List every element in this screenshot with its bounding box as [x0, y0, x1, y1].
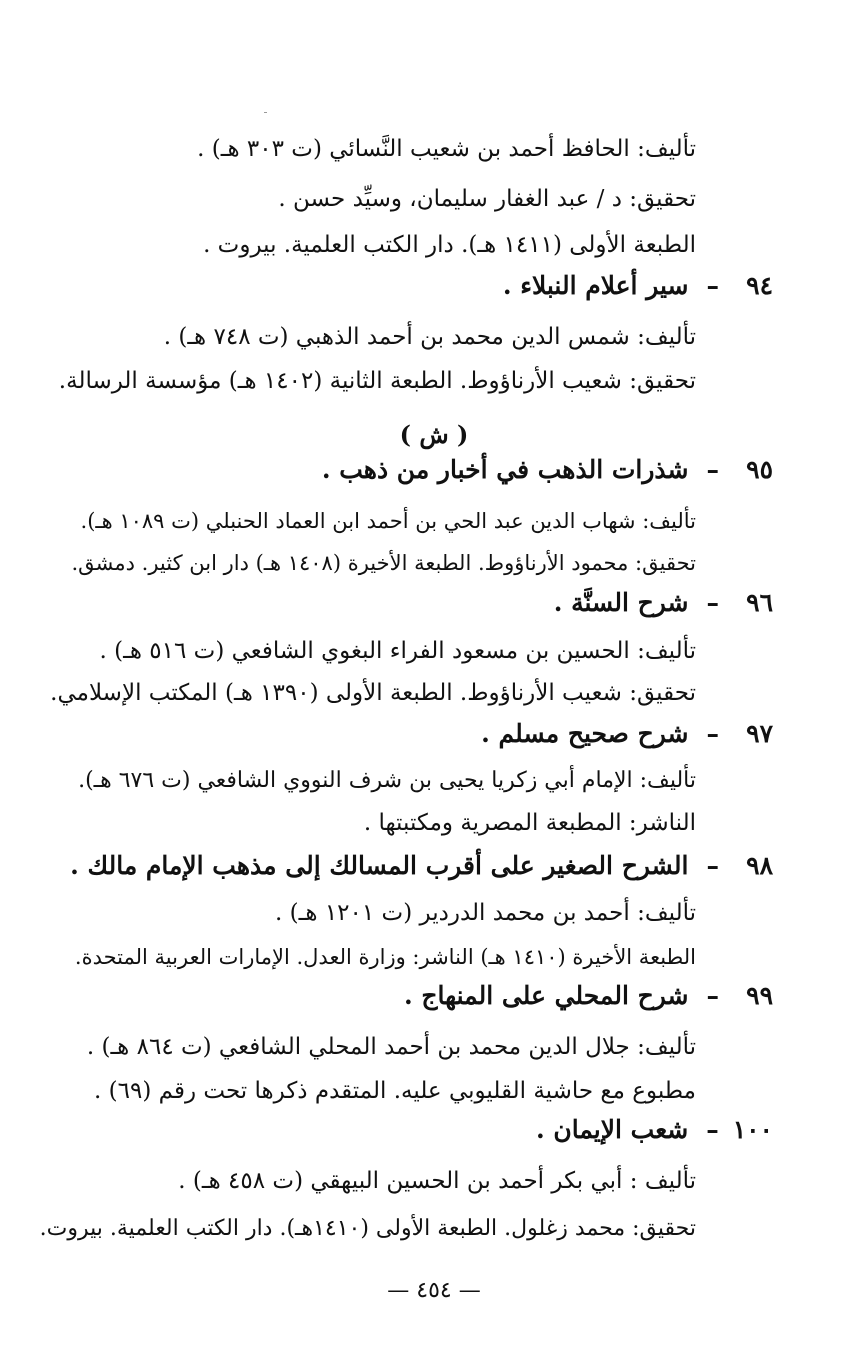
- text-line: تحقيق: شعيب الأرناؤوط. الطبعة الثانية (١٤٠٢ هـ) مؤسسة الرسالة.: [58, 368, 696, 394]
- entry-dash: –: [706, 271, 719, 300]
- entry-dash: –: [706, 1115, 719, 1144]
- text-line: تأليف: الحافظ أحمد بن شعيب النَّسائي (ت ٣٠٣ هـ) .: [197, 136, 696, 162]
- entry-heading: [536, 1112, 773, 1148]
- text-line: تأليف: الحسين بن مسعود الفراء البغوي الشافعي (ت ٥١٦ هـ) .: [99, 638, 696, 664]
- entry-dash: –: [706, 588, 719, 617]
- entry-dash: –: [706, 981, 719, 1010]
- text-line: تحقيق: محمد زغلول. الطبعة الأولى (١٤١٠هـ). دار الكتب العلمية. بيروت.: [39, 1216, 696, 1241]
- entry-heading: [503, 268, 773, 304]
- entry-title: شرح المحلي على المنهاج .: [403, 981, 689, 1010]
- entry-heading: [404, 978, 773, 1014]
- text-line: تأليف: جلال الدين محمد بن أحمد المحلي الشافعي (ت ٨٦٤ هـ) .: [86, 1034, 696, 1060]
- entry-number: ٩٨: [746, 851, 773, 880]
- entry-heading: [70, 848, 773, 884]
- entry-number: ١٠٠: [732, 1115, 773, 1144]
- entry-heading: [322, 452, 773, 488]
- text-line: الطبعة الأولى (١٤١١ هـ). دار الكتب العلمية. بيروت .: [203, 232, 696, 258]
- text-line: تحقيق: شعيب الأرناؤوط. الطبعة الأولى (١٣٩٠ هـ) المكتب الإسلامي.: [50, 680, 696, 706]
- text-line: تأليف : أبي بكر أحمد بن الحسين البيهقي (ت ٤٥٨ هـ) .: [178, 1168, 696, 1194]
- entry-number: ٩٩: [746, 981, 773, 1010]
- entry-number: ٩٥: [746, 455, 773, 484]
- page-number: — ٤٥٤ —: [387, 1278, 481, 1303]
- entry-dash: –: [706, 455, 719, 484]
- entry-title: شذرات الذهب في أخبار من ذهب .: [321, 455, 689, 484]
- entry-title: سير أعلام النبلاء .: [502, 271, 689, 300]
- entry-title: شعب الإيمان .: [535, 1115, 689, 1144]
- text-line: تأليف: شمس الدين محمد بن أحمد الذهبي (ت ٧٤٨ هـ) .: [163, 324, 696, 350]
- text-line: مطبوع مع حاشية القليوبي عليه. المتقدم ذكرها تحت رقم (٦٩) .: [94, 1078, 696, 1104]
- text-line: تأليف: أحمد بن محمد الدردير (ت ١٢٠١ هـ) .: [275, 900, 696, 926]
- text-line: تحقيق: محمود الأرناؤوط. الطبعة الأخيرة (١٤٠٨ هـ) دار ابن كثير. دمشق.: [71, 551, 696, 575]
- entry-title: الشرح الصغير على أقرب المسالك إلى مذهب الإمام مالك .: [70, 851, 689, 880]
- entry-dash: –: [706, 719, 719, 748]
- section-letter: ( ش ): [399, 420, 469, 449]
- text-line: الناشر: المطبعة المصرية ومكتبتها .: [363, 810, 696, 836]
- entry-number: ٩٦: [746, 588, 773, 617]
- entry-title: شرح صحيح مسلم .: [481, 719, 689, 748]
- entry-number: ٩٧: [746, 719, 773, 748]
- text-line: الطبعة الأخيرة (١٤١٠ هـ) الناشر: وزارة العدل. الإمارات العربية المتحدة.: [74, 945, 696, 969]
- entry-number: ٩٤: [746, 271, 773, 300]
- entry-heading: [481, 716, 773, 752]
- text-line: تأليف: شهاب الدين عبد الحي بن أحمد ابن العماد الحنبلي (ت ١٠٨٩ هـ).: [80, 509, 696, 533]
- entry-dash: –: [706, 851, 719, 880]
- text-line: تحقيق: د / عبد الغفار سليمان، وسيِّد حسن .: [278, 186, 696, 212]
- entry-heading: [554, 585, 773, 621]
- text-line: تأليف: الإمام أبي زكريا يحيى بن شرف النووي الشافعي (ت ٦٧٦ هـ).: [78, 768, 696, 793]
- scan-speck: [264, 112, 267, 113]
- entry-title: شرح السنَّة .: [553, 588, 689, 617]
